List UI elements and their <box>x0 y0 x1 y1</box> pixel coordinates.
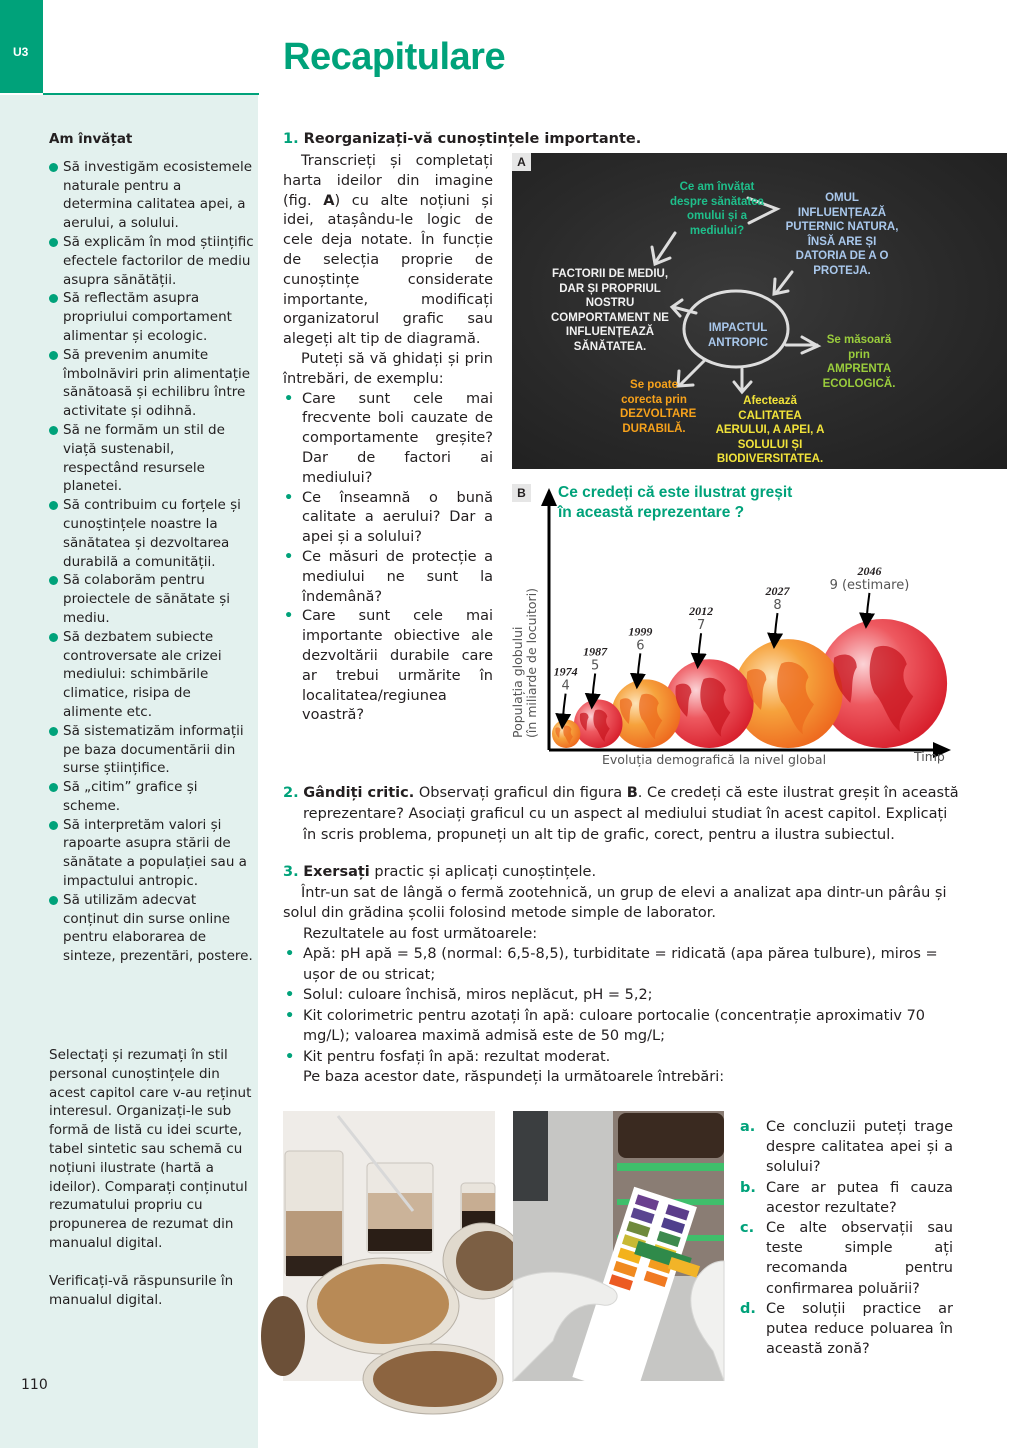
mindmap-masoara: Se măsoară prin AMPRENTA ECOLOGICĂ. <box>822 334 896 390</box>
question-item <box>740 1178 953 1218</box>
task3-intro-text: Într-un sat de lângă o fermă zootehnică, un grup de elevi a analizat apa dintr-un pârâu și solul din grădina școlii folosind metode simple de laborator. <box>283 884 947 921</box>
learned-item: Să explicăm în mod științific efectele factorilor de mediu asupra sănătății. <box>49 233 254 289</box>
pointer-arrow-icon <box>866 593 869 621</box>
mindmap-factorii: FACTORII DE MEDIU, DAR ȘI PROPRIUL NOSTRU COMPORTAMENT NE INFLUENȚEAZĂ SĂNĂTATEA. <box>551 268 669 353</box>
learned-item: Să reflectăm asupra propriului comportament alimentar și ecologic. <box>49 289 254 345</box>
task2-body: Observați graficul din figura <box>414 785 627 801</box>
figure-ref: B <box>626 785 638 801</box>
question-item <box>740 1299 953 1360</box>
task2-body: . Ce credeți că este ilustrat greșit în această reprezentare? Asociați graficul cu un aspect al mediului studiat în acest capitol. Explicați în scris problema, propuneți un alt tip de grafic, corect, pentru a ilustra subiectul. <box>303 785 959 843</box>
guide-question: • Ce măsuri de protecție a mediului ne sunt la îndemână? <box>283 548 493 607</box>
task1-title: Reorganizați-vă cunoștințele importante. <box>303 131 642 147</box>
year-label-2046: 2046 <box>857 563 882 578</box>
task3-outro: Pe baza acestor date, răspundeți la următoarele întrebări: <box>303 1069 725 1085</box>
learned-title: Am învățat <box>49 131 133 147</box>
y-axis-label-line2: (în miliarde de locuitori) <box>524 587 539 738</box>
question-text: Care ar putea fi cauza acestor rezultate? <box>766 1179 953 1216</box>
ph-test-strip-illustration <box>513 1111 724 1381</box>
guide-question: • Care sunt cele mai frecvente boli cauzate de comportamente greșite? Dar de factori ai mediului? <box>283 390 493 489</box>
task3-title: Exersați <box>303 864 370 880</box>
learned-item: Să prevenim anumite îmbolnăviri prin alimentație sănătoasă și echilibru între activitate și odihnă. <box>49 346 254 421</box>
mindmap-center: IMPACTUL ANTROPIC <box>707 322 769 349</box>
verify-paragraph: Verificați-vă răspunsurile în manualul digital. <box>49 1272 234 1308</box>
question-text: Ce alte observații sau teste simple ați recomanda pentru confirmarea poluării? <box>766 1220 953 1297</box>
task3-heading <box>283 862 959 883</box>
figure-a-label: A <box>512 153 531 171</box>
question-letter: c. <box>740 1220 755 1237</box>
ph-strip-photo <box>513 1111 724 1381</box>
mindmap-afecteaza: Afectează CALITATEA AERULUI, A APEI, A SOLULUI ȘI BIODIVERSITATEA. <box>715 395 825 465</box>
page-title: Recapitulare <box>283 36 506 78</box>
data-label-1999: 6 <box>636 638 645 654</box>
chart-svg <box>512 480 1012 770</box>
learned-item: Să ne formăm un stil de viață sustenabil, respectând resursele planetei. <box>49 421 254 496</box>
data-label-2046: 9 (estimare) <box>829 577 910 593</box>
learned-item: Să investigăm ecosistemele naturale pentru a determina calitatea apei, a aerului, a solului. <box>49 158 254 233</box>
year-label-2012: 2012 <box>689 604 714 619</box>
x-axis-label: Evoluția demografică la nivel global <box>602 752 827 767</box>
task3-title-rest: practic și aplicați cunoștințele. <box>369 864 597 880</box>
learned-list <box>49 158 254 966</box>
task1-heading <box>283 131 641 147</box>
task1-guide: Puteți să vă ghidați și prin întrebări, de exemplu: <box>283 350 493 387</box>
question-item <box>740 1218 953 1299</box>
learned-item: Să colaborăm pentru proiectele de sănătate și mediu. <box>49 571 254 627</box>
figure-ref: A <box>323 192 335 209</box>
year-label-1999: 1999 <box>628 624 653 639</box>
page-number: 110 <box>21 1377 48 1393</box>
pointer-arrow-icon <box>592 673 595 701</box>
task3-intro <box>283 883 959 924</box>
unit-tab <box>0 0 43 93</box>
learned-item: Să dezbatem subiecte controversate ale crizei mediului: schimbările climatice, risipa de alimente etc. <box>49 628 254 722</box>
question-item <box>740 1117 953 1178</box>
mindmap-corecta: Se poate corecta prin DEZVOLTARE DURABILĂ. <box>620 379 697 435</box>
result-item: • Solul: culoare închisă, miros neplăcut, pH = 5,2; <box>283 985 959 1006</box>
learned-box <box>49 130 254 966</box>
learned-item: Să interpretăm valori și rapoarte asupra stării de sănătate a populației sau a impactului antropic. <box>49 816 254 891</box>
year-label-2027: 2027 <box>765 584 790 599</box>
year-label-1987: 1987 <box>583 644 608 659</box>
question-letter: a. <box>740 1119 756 1135</box>
task2-title: Gândiți critic. <box>303 785 415 801</box>
task2-text <box>283 783 959 846</box>
task2-number: 2. <box>283 785 299 801</box>
task2 <box>283 783 959 846</box>
learned-item: Să utilizăm adecvat conținut din surse online pentru elaborarea de sinteze, prezentări, postere. <box>49 891 254 966</box>
year-label-1974: 1974 <box>553 664 578 679</box>
mindmap-question: Ce am învățat despre sănătatea omului și a mediului? <box>670 181 764 237</box>
task3-number: 3. <box>283 864 299 880</box>
summary-paragraph: Selectați și rezumați în stil personal cunoștințele din acest capitol care v-au reținut interesul. Organizați-le sub formă de listă cu idei scurte, tabel sintetic sau schemă cu noțiuni ilustrate (hartă a ideilor). Comparați conținutul rezumatului propriu cu propunerea de rezumat din manualul digital. <box>49 1047 252 1251</box>
task3-results <box>283 944 959 1067</box>
question-letter: b. <box>740 1179 756 1196</box>
task3 <box>283 862 959 1088</box>
y-axis-arrow-icon <box>541 488 557 506</box>
data-label-1987: 5 <box>591 658 600 674</box>
figure-b-label: B <box>512 484 531 502</box>
unit-label: U3 <box>13 45 29 59</box>
question-text: Ce soluții practice ar putea reduce poluarea în această zonă? <box>766 1300 953 1358</box>
x-axis-end-label: Timp <box>914 749 945 764</box>
beakers-soil-illustration <box>283 1111 495 1381</box>
pointer-arrow-icon <box>563 694 566 722</box>
learned-item: Să contribuim cu forțele și cunoștințele noastre la sănătatea și dezvoltarea durabilă a comunității. <box>49 496 254 571</box>
chart-title: Ce credeți că este ilustrat greșit în această reprezentare ? <box>558 484 793 521</box>
data-label-1974: 4 <box>561 678 570 694</box>
task1-questions <box>283 390 493 727</box>
pointer-arrow-icon <box>637 653 640 681</box>
result-item: • Apă: pH apă = 5,8 (normal: 6,5-8,5), turbiditate = ridicată (apa părea tulbure), miros = ușor de ou stricat; <box>283 944 959 985</box>
question-text: Ce concluzii puteți trage despre calitatea apei și a solului? <box>766 1119 953 1176</box>
learned-item: Să „citim” grafice și scheme. <box>49 778 254 816</box>
task1-body <box>283 152 493 726</box>
pointer-arrow-icon <box>698 633 701 661</box>
figure-b-chart <box>512 480 1012 770</box>
task3-questions <box>740 1117 953 1359</box>
pointer-arrow-icon <box>774 613 777 641</box>
result-item: • Kit pentru fosfați în apă: rezultat moderat. <box>283 1047 959 1068</box>
lab-beakers-photo <box>283 1111 495 1381</box>
y-axis-label-line1: Populația globului <box>510 626 525 738</box>
task3-results-intro: Rezultatele au fost următoarele: <box>303 925 538 942</box>
figure-a-mindmap <box>512 153 1007 469</box>
learned-item: Să sistematizăm informații pe baza documentării din surse științifice. <box>49 722 254 778</box>
summary-instructions <box>49 1046 254 1309</box>
guide-question: • Care sunt cele mai importante obiective ale dezvoltării durabile care ar trebui urmărite în localitatea/regiunea voastră? <box>283 607 493 726</box>
data-label-2012: 7 <box>696 618 706 634</box>
question-letter: d. <box>740 1300 756 1317</box>
data-label-2027: 8 <box>773 598 782 614</box>
task1-paragraph <box>283 152 493 350</box>
mindmap-omul: OMUL INFLUENȚEAZĂ PUTERNIC NATURA, ÎNSĂ ARE ȘI DATORIA DE A O PROTEJA. <box>785 192 899 277</box>
task1-text: Transcrieți și completați harta ideilor din imagine (fig. <box>283 153 493 209</box>
guide-question: • Ce înseamnă o bună calitate a aerului? Dar a apei și a solului? <box>283 489 493 548</box>
task1-text: ) cu alte noțiuni și idei, atașându-le logic de cele deja notate. În funcție de selecția proprie de cunoștințe considerate importante, modificați organizatorul grafic sau alegeți alt tip de diagramă. <box>283 192 493 348</box>
task1-number: 1. <box>283 131 299 147</box>
result-item: • Kit colorimetric pentru azotați în apă: culoare portocalie (concentrație aproximativ 70 mg/L); valoarea maximă admisă este de 50 mg/L; <box>283 1006 959 1047</box>
